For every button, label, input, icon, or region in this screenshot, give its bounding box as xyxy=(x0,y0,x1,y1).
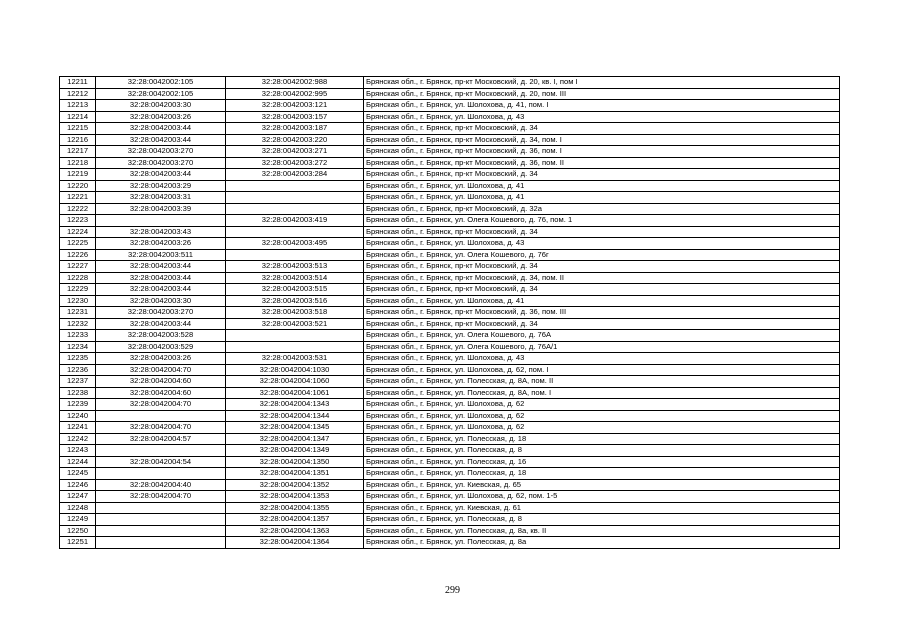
object-cadastral-cell xyxy=(226,330,364,342)
parcel-cadastral-cell: 32:28:0042003:270 xyxy=(96,157,226,169)
row-number-cell: 12239 xyxy=(60,399,96,411)
table-row xyxy=(60,353,840,365)
parcel-cadastral-cell xyxy=(96,410,226,422)
parcel-cadastral-cell: 32:28:0042004:54 xyxy=(96,456,226,468)
address-cell: Брянская обл., г. Брянск, пр-кт Московский, д. 32а xyxy=(364,203,840,215)
object-cadastral-cell: 32:28:0042003:220 xyxy=(226,134,364,146)
object-cadastral-cell: 32:28:0042004:1344 xyxy=(226,410,364,422)
parcel-cadastral-cell: 32:28:0042003:44 xyxy=(96,272,226,284)
object-cadastral-cell: 32:28:0042004:1343 xyxy=(226,399,364,411)
table-row xyxy=(60,169,840,181)
table-row xyxy=(60,77,840,89)
address-cell: Брянская обл., г. Брянск, ул. Шолохова, д. 43 xyxy=(364,238,840,250)
object-cadastral-cell: 32:28:0042003:521 xyxy=(226,318,364,330)
parcel-cadastral-cell: 32:28:0042004:60 xyxy=(96,387,226,399)
parcel-cadastral-cell: 32:28:0042003:30 xyxy=(96,100,226,112)
address-cell: Брянская обл., г. Брянск, пр-кт Московский, д. 34, пом. I xyxy=(364,134,840,146)
parcel-cadastral-cell: 32:28:0042003:44 xyxy=(96,261,226,273)
address-cell: Брянская обл., г. Брянск, ул. Шолохова, д. 41 xyxy=(364,192,840,204)
table-row xyxy=(60,157,840,169)
row-number-cell: 12213 xyxy=(60,100,96,112)
address-cell: Брянская обл., г. Брянск, ул. Олега Кошевого, д. 76А/1 xyxy=(364,341,840,353)
row-number-cell: 12241 xyxy=(60,422,96,434)
parcel-cadastral-cell: 32:28:0042004:40 xyxy=(96,479,226,491)
object-cadastral-cell: 32:28:0042002:995 xyxy=(226,88,364,100)
address-cell: Брянская обл., г. Брянск, ул. Шолохова, д. 62 xyxy=(364,399,840,411)
object-cadastral-cell: 32:28:0042004:1350 xyxy=(226,456,364,468)
object-cadastral-cell: 32:28:0042004:1060 xyxy=(226,376,364,388)
table-row xyxy=(60,238,840,250)
address-cell: Брянская обл., г. Брянск, ул. Шолохова, д. 62, пом. I xyxy=(364,364,840,376)
parcel-cadastral-cell xyxy=(96,502,226,514)
row-number-cell: 12221 xyxy=(60,192,96,204)
row-number-cell: 12231 xyxy=(60,307,96,319)
address-cell: Брянская обл., г. Брянск, ул. Шолохова, д. 43 xyxy=(364,353,840,365)
parcel-cadastral-cell: 32:28:0042003:26 xyxy=(96,353,226,365)
parcel-cadastral-cell: 32:28:0042003:39 xyxy=(96,203,226,215)
object-cadastral-cell: 32:28:0042003:284 xyxy=(226,169,364,181)
address-cell: Брянская обл., г. Брянск, ул. Киевская, д. 61 xyxy=(364,502,840,514)
row-number-cell: 12250 xyxy=(60,525,96,537)
object-cadastral-cell xyxy=(226,226,364,238)
row-number-cell: 12215 xyxy=(60,123,96,135)
parcel-cadastral-cell xyxy=(96,445,226,457)
object-cadastral-cell: 32:28:0042004:1351 xyxy=(226,468,364,480)
address-cell: Брянская обл., г. Брянск, ул. Полесская, д. 8 xyxy=(364,514,840,526)
row-number-cell: 12242 xyxy=(60,433,96,445)
row-number-cell: 12238 xyxy=(60,387,96,399)
object-cadastral-cell: 32:28:0042003:271 xyxy=(226,146,364,158)
table-row xyxy=(60,491,840,503)
address-cell: Брянская обл., г. Брянск, ул. Шолохова, д. 62, пом. 1-5 xyxy=(364,491,840,503)
object-cadastral-cell xyxy=(226,249,364,261)
table-row xyxy=(60,146,840,158)
row-number-cell: 12236 xyxy=(60,364,96,376)
row-number-cell: 12222 xyxy=(60,203,96,215)
row-number-cell: 12226 xyxy=(60,249,96,261)
object-cadastral-cell: 32:28:0042004:1353 xyxy=(226,491,364,503)
table-row xyxy=(60,341,840,353)
object-cadastral-cell: 32:28:0042003:272 xyxy=(226,157,364,169)
table-row xyxy=(60,399,840,411)
parcel-cadastral-cell xyxy=(96,468,226,480)
table-row xyxy=(60,215,840,227)
row-number-cell: 12212 xyxy=(60,88,96,100)
table-row xyxy=(60,318,840,330)
row-number-cell: 12237 xyxy=(60,376,96,388)
parcel-cadastral-cell: 32:28:0042003:44 xyxy=(96,318,226,330)
parcel-cadastral-cell: 32:28:0042004:70 xyxy=(96,491,226,503)
object-cadastral-cell: 32:28:0042004:1345 xyxy=(226,422,364,434)
table-row xyxy=(60,376,840,388)
table-row xyxy=(60,180,840,192)
object-cadastral-cell: 32:28:0042003:187 xyxy=(226,123,364,135)
address-cell: Брянская обл., г. Брянск, ул. Олега Кошевого, д. 76А xyxy=(364,330,840,342)
table-row xyxy=(60,387,840,399)
parcel-cadastral-cell: 32:28:0042003:44 xyxy=(96,123,226,135)
parcel-cadastral-cell: 32:28:0042003:270 xyxy=(96,146,226,158)
object-cadastral-cell xyxy=(226,192,364,204)
address-cell: Брянская обл., г. Брянск, ул. Олега Кошевого, д. 76, пом. 1 xyxy=(364,215,840,227)
table-row xyxy=(60,364,840,376)
row-number-cell: 12227 xyxy=(60,261,96,273)
object-cadastral-cell: 32:28:0042004:1030 xyxy=(226,364,364,376)
row-number-cell: 12243 xyxy=(60,445,96,457)
parcel-cadastral-cell: 32:28:0042004:70 xyxy=(96,364,226,376)
object-cadastral-cell: 32:28:0042003:495 xyxy=(226,238,364,250)
parcel-cadastral-cell: 32:28:0042004:60 xyxy=(96,376,226,388)
row-number-cell: 12233 xyxy=(60,330,96,342)
parcel-cadastral-cell: 32:28:0042003:29 xyxy=(96,180,226,192)
object-cadastral-cell: 32:28:0042003:531 xyxy=(226,353,364,365)
address-cell: Брянская обл., г. Брянск, ул. Шолохова, д. 41 xyxy=(364,180,840,192)
row-number-cell: 12248 xyxy=(60,502,96,514)
address-cell: Брянская обл., г. Брянск, ул. Полесская, д. 8а xyxy=(364,537,840,549)
table-row xyxy=(60,502,840,514)
parcel-cadastral-cell: 32:28:0042003:511 xyxy=(96,249,226,261)
table-row xyxy=(60,468,840,480)
row-number-cell: 12247 xyxy=(60,491,96,503)
row-number-cell: 12225 xyxy=(60,238,96,250)
table-row xyxy=(60,226,840,238)
table-row xyxy=(60,433,840,445)
table-row xyxy=(60,422,840,434)
table-row xyxy=(60,445,840,457)
address-cell: Брянская обл., г. Брянск, ул. Полесская, д. 8А, пом. II xyxy=(364,376,840,388)
table-row xyxy=(60,537,840,549)
row-number-cell: 12230 xyxy=(60,295,96,307)
row-number-cell: 12251 xyxy=(60,537,96,549)
table-row xyxy=(60,88,840,100)
object-cadastral-cell: 32:28:0042003:513 xyxy=(226,261,364,273)
registry-table-body xyxy=(60,77,840,549)
address-cell: Брянская обл., г. Брянск, пр-кт Московский, д. 36, пом. III xyxy=(364,307,840,319)
object-cadastral-cell: 32:28:0042004:1363 xyxy=(226,525,364,537)
row-number-cell: 12246 xyxy=(60,479,96,491)
address-cell: Брянская обл., г. Брянск, ул. Шолохова, д. 62 xyxy=(364,410,840,422)
address-cell: Брянская обл., г. Брянск, пр-кт Московский, д. 34 xyxy=(364,226,840,238)
address-cell: Брянская обл., г. Брянск, пр-кт Московский, д. 20, кв. I, пом I xyxy=(364,77,840,89)
address-cell: Брянская обл., г. Брянск, ул. Полесская, д. 18 xyxy=(364,468,840,480)
object-cadastral-cell: 32:28:0042003:514 xyxy=(226,272,364,284)
row-number-cell: 12234 xyxy=(60,341,96,353)
row-number-cell: 12216 xyxy=(60,134,96,146)
table-row xyxy=(60,100,840,112)
parcel-cadastral-cell: 32:28:0042003:26 xyxy=(96,111,226,123)
table-row xyxy=(60,134,840,146)
table-row xyxy=(60,295,840,307)
object-cadastral-cell: 32:28:0042003:518 xyxy=(226,307,364,319)
object-cadastral-cell: 32:28:0042003:515 xyxy=(226,284,364,296)
parcel-cadastral-cell: 32:28:0042003:31 xyxy=(96,192,226,204)
row-number-cell: 12219 xyxy=(60,169,96,181)
parcel-cadastral-cell: 32:28:0042003:44 xyxy=(96,284,226,296)
registry-table xyxy=(59,76,840,549)
table-row xyxy=(60,307,840,319)
table-row xyxy=(60,123,840,135)
parcel-cadastral-cell xyxy=(96,525,226,537)
table-row xyxy=(60,249,840,261)
parcel-cadastral-cell: 32:28:0042003:528 xyxy=(96,330,226,342)
table-row xyxy=(60,479,840,491)
address-cell: Брянская обл., г. Брянск, пр-кт Московский, д. 36, пом. II xyxy=(364,157,840,169)
parcel-cadastral-cell: 32:28:0042004:70 xyxy=(96,422,226,434)
address-cell: Брянская обл., г. Брянск, ул. Полесская, д. 18 xyxy=(364,433,840,445)
address-cell: Брянская обл., г. Брянск, пр-кт Московский, д. 34, пом. II xyxy=(364,272,840,284)
page-number: 299 xyxy=(445,585,460,596)
parcel-cadastral-cell: 32:28:0042003:44 xyxy=(96,169,226,181)
parcel-cadastral-cell: 32:28:0042003:43 xyxy=(96,226,226,238)
address-cell: Брянская обл., г. Брянск, ул. Полесская, д. 8А, пом. I xyxy=(364,387,840,399)
parcel-cadastral-cell xyxy=(96,537,226,549)
object-cadastral-cell: 32:28:0042004:1061 xyxy=(226,387,364,399)
address-cell: Брянская обл., г. Брянск, ул. Шолохова, д. 41, пом. I xyxy=(364,100,840,112)
parcel-cadastral-cell: 32:28:0042004:70 xyxy=(96,399,226,411)
parcel-cadastral-cell: 32:28:0042003:529 xyxy=(96,341,226,353)
row-number-cell: 12240 xyxy=(60,410,96,422)
table-row xyxy=(60,456,840,468)
object-cadastral-cell: 32:28:0042004:1364 xyxy=(226,537,364,549)
table-row xyxy=(60,330,840,342)
table-row xyxy=(60,111,840,123)
row-number-cell: 12211 xyxy=(60,77,96,89)
address-cell: Брянская обл., г. Брянск, пр-кт Московский, д. 34 xyxy=(364,123,840,135)
row-number-cell: 12218 xyxy=(60,157,96,169)
row-number-cell: 12235 xyxy=(60,353,96,365)
object-cadastral-cell: 32:28:0042003:121 xyxy=(226,100,364,112)
object-cadastral-cell xyxy=(226,341,364,353)
row-number-cell: 12224 xyxy=(60,226,96,238)
parcel-cadastral-cell xyxy=(96,514,226,526)
address-cell: Брянская обл., г. Брянск, ул. Полесская, д. 16 xyxy=(364,456,840,468)
parcel-cadastral-cell: 32:28:0042002:105 xyxy=(96,88,226,100)
table-row xyxy=(60,525,840,537)
table-row xyxy=(60,272,840,284)
object-cadastral-cell: 32:28:0042002:988 xyxy=(226,77,364,89)
row-number-cell: 12214 xyxy=(60,111,96,123)
table-row xyxy=(60,261,840,273)
address-cell: Брянская обл., г. Брянск, пр-кт Московский, д. 20, пом. III xyxy=(364,88,840,100)
address-cell: Брянская обл., г. Брянск, ул. Олега Кошевого, д. 76г xyxy=(364,249,840,261)
object-cadastral-cell: 32:28:0042004:1355 xyxy=(226,502,364,514)
object-cadastral-cell: 32:28:0042003:516 xyxy=(226,295,364,307)
address-cell: Брянская обл., г. Брянск, пр-кт Московский, д. 34 xyxy=(364,284,840,296)
parcel-cadastral-cell: 32:28:0042003:44 xyxy=(96,134,226,146)
row-number-cell: 12244 xyxy=(60,456,96,468)
object-cadastral-cell xyxy=(226,203,364,215)
address-cell: Брянская обл., г. Брянск, пр-кт Московский, д. 34 xyxy=(364,261,840,273)
row-number-cell: 12232 xyxy=(60,318,96,330)
object-cadastral-cell: 32:28:0042004:1347 xyxy=(226,433,364,445)
address-cell: Брянская обл., г. Брянск, ул. Шолохова, д. 43 xyxy=(364,111,840,123)
table-row xyxy=(60,192,840,204)
address-cell: Брянская обл., г. Брянск, ул. Шолохова, д. 62 xyxy=(364,422,840,434)
object-cadastral-cell xyxy=(226,180,364,192)
address-cell: Брянская обл., г. Брянск, пр-кт Московский, д. 34 xyxy=(364,318,840,330)
row-number-cell: 12217 xyxy=(60,146,96,158)
object-cadastral-cell: 32:28:0042004:1352 xyxy=(226,479,364,491)
row-number-cell: 12245 xyxy=(60,468,96,480)
row-number-cell: 12223 xyxy=(60,215,96,227)
parcel-cadastral-cell: 32:28:0042003:270 xyxy=(96,307,226,319)
table-row xyxy=(60,284,840,296)
address-cell: Брянская обл., г. Брянск, ул. Шолохова, д. 41 xyxy=(364,295,840,307)
table-row xyxy=(60,410,840,422)
address-cell: Брянская обл., г. Брянск, ул. Киевская, д. 65 xyxy=(364,479,840,491)
parcel-cadastral-cell xyxy=(96,215,226,227)
parcel-cadastral-cell: 32:28:0042003:26 xyxy=(96,238,226,250)
address-cell: Брянская обл., г. Брянск, пр-кт Московский, д. 34 xyxy=(364,169,840,181)
object-cadastral-cell: 32:28:0042004:1349 xyxy=(226,445,364,457)
row-number-cell: 12220 xyxy=(60,180,96,192)
row-number-cell: 12229 xyxy=(60,284,96,296)
object-cadastral-cell: 32:28:0042003:157 xyxy=(226,111,364,123)
parcel-cadastral-cell: 32:28:0042002:105 xyxy=(96,77,226,89)
table-row xyxy=(60,514,840,526)
address-cell: Брянская обл., г. Брянск, пр-кт Московский, д. 36, пом. I xyxy=(364,146,840,158)
table-row xyxy=(60,203,840,215)
object-cadastral-cell: 32:28:0042004:1357 xyxy=(226,514,364,526)
row-number-cell: 12249 xyxy=(60,514,96,526)
parcel-cadastral-cell: 32:28:0042003:30 xyxy=(96,295,226,307)
object-cadastral-cell: 32:28:0042003:419 xyxy=(226,215,364,227)
parcel-cadastral-cell: 32:28:0042004:57 xyxy=(96,433,226,445)
row-number-cell: 12228 xyxy=(60,272,96,284)
address-cell: Брянская обл., г. Брянск, ул. Полесская, д. 8 xyxy=(364,445,840,457)
address-cell: Брянская обл., г. Брянск, ул. Полесская, д. 8а, кв. II xyxy=(364,525,840,537)
